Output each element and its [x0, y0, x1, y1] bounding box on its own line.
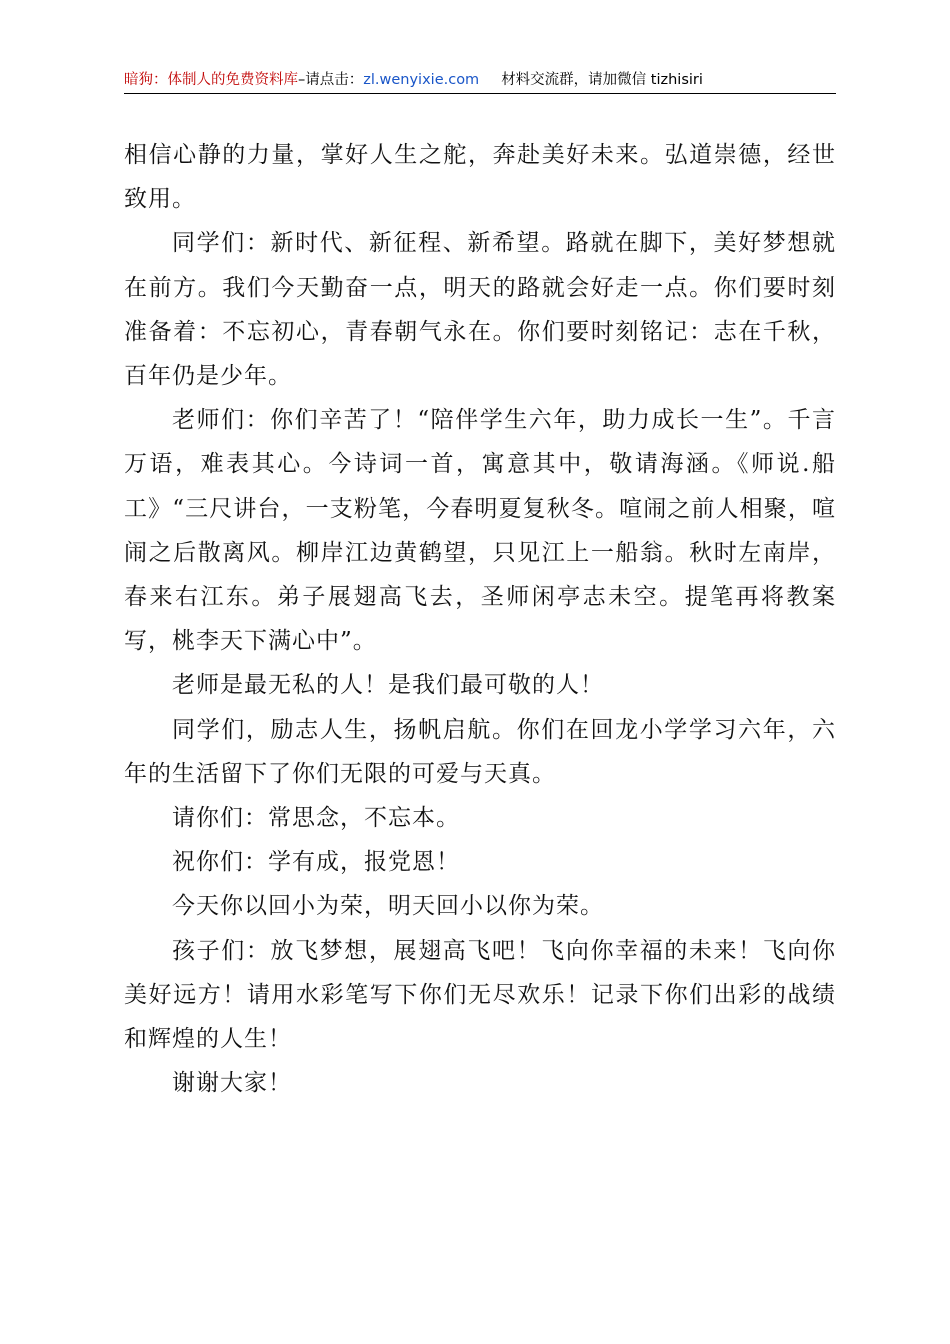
- header-link[interactable]: zl.wenyixie.com: [363, 72, 480, 88]
- header-brand: 暗狗：体制人的免费资料库: [124, 72, 298, 88]
- paragraph: 同学们，励志人生，扬帆启航。你们在回龙小学学习六年，六年的生活留下了你们无限的可爱与天真。: [124, 716, 836, 787]
- paragraph: 老师们：你们辛苦了！“陪伴学生六年，助力成长一生”。千言万语，难表其心。今诗词一首，寓意其中，敬请海涵。《师说.船工》“三尺讲台，一支粉笔，今春明夏复秋冬。喧闹之前人相聚，喧闹之后散离风。柳岸江边黄鹤望，只见江上一船翁。秋时左南岸，春来右江东。弟子展翅高飞去，圣师闲亭志未空。提笔再将教案写，桃李天下满心中”。: [124, 407, 836, 655]
- paragraph: 谢谢大家！: [172, 1070, 292, 1097]
- paragraph: 老师是最无私的人！是我们最可敬的人！: [172, 672, 604, 699]
- header-click-prompt: –请点击：: [298, 72, 364, 88]
- paragraph: 请你们：常思念，不忘本。: [172, 805, 460, 832]
- page-header: [124, 68, 836, 92]
- header-divider: [124, 93, 836, 94]
- header-wechat-note: 材料交流群，请加微信 tizhisiri: [501, 72, 703, 88]
- paragraph: 相信心静的力量，掌好人生之舵，奔赴美好未来。弘道崇德，经世致用。: [124, 142, 836, 213]
- paragraph: 祝你们：学有成，报党恩！: [172, 849, 460, 876]
- paragraph: 孩子们：放飞梦想，展翅高飞吧！飞向你幸福的未来！飞向你美好远方！请用水彩笔写下你们无尽欢乐！记录下你们出彩的战绩和辉煌的人生！: [124, 937, 836, 1053]
- document-body: [124, 133, 836, 1105]
- paragraph: 今天你以回小为荣，明天回小以你为荣。: [172, 893, 604, 920]
- paragraph: 同学们：新时代、新征程、新希望。路就在脚下，美好梦想就在前方。我们今天勤奋一点，明天的路就会好走一点。你们要时刻准备着：不忘初心，青春朝气永在。你们要时刻铭记：志在千秋，百年仍是少年。: [124, 230, 836, 390]
